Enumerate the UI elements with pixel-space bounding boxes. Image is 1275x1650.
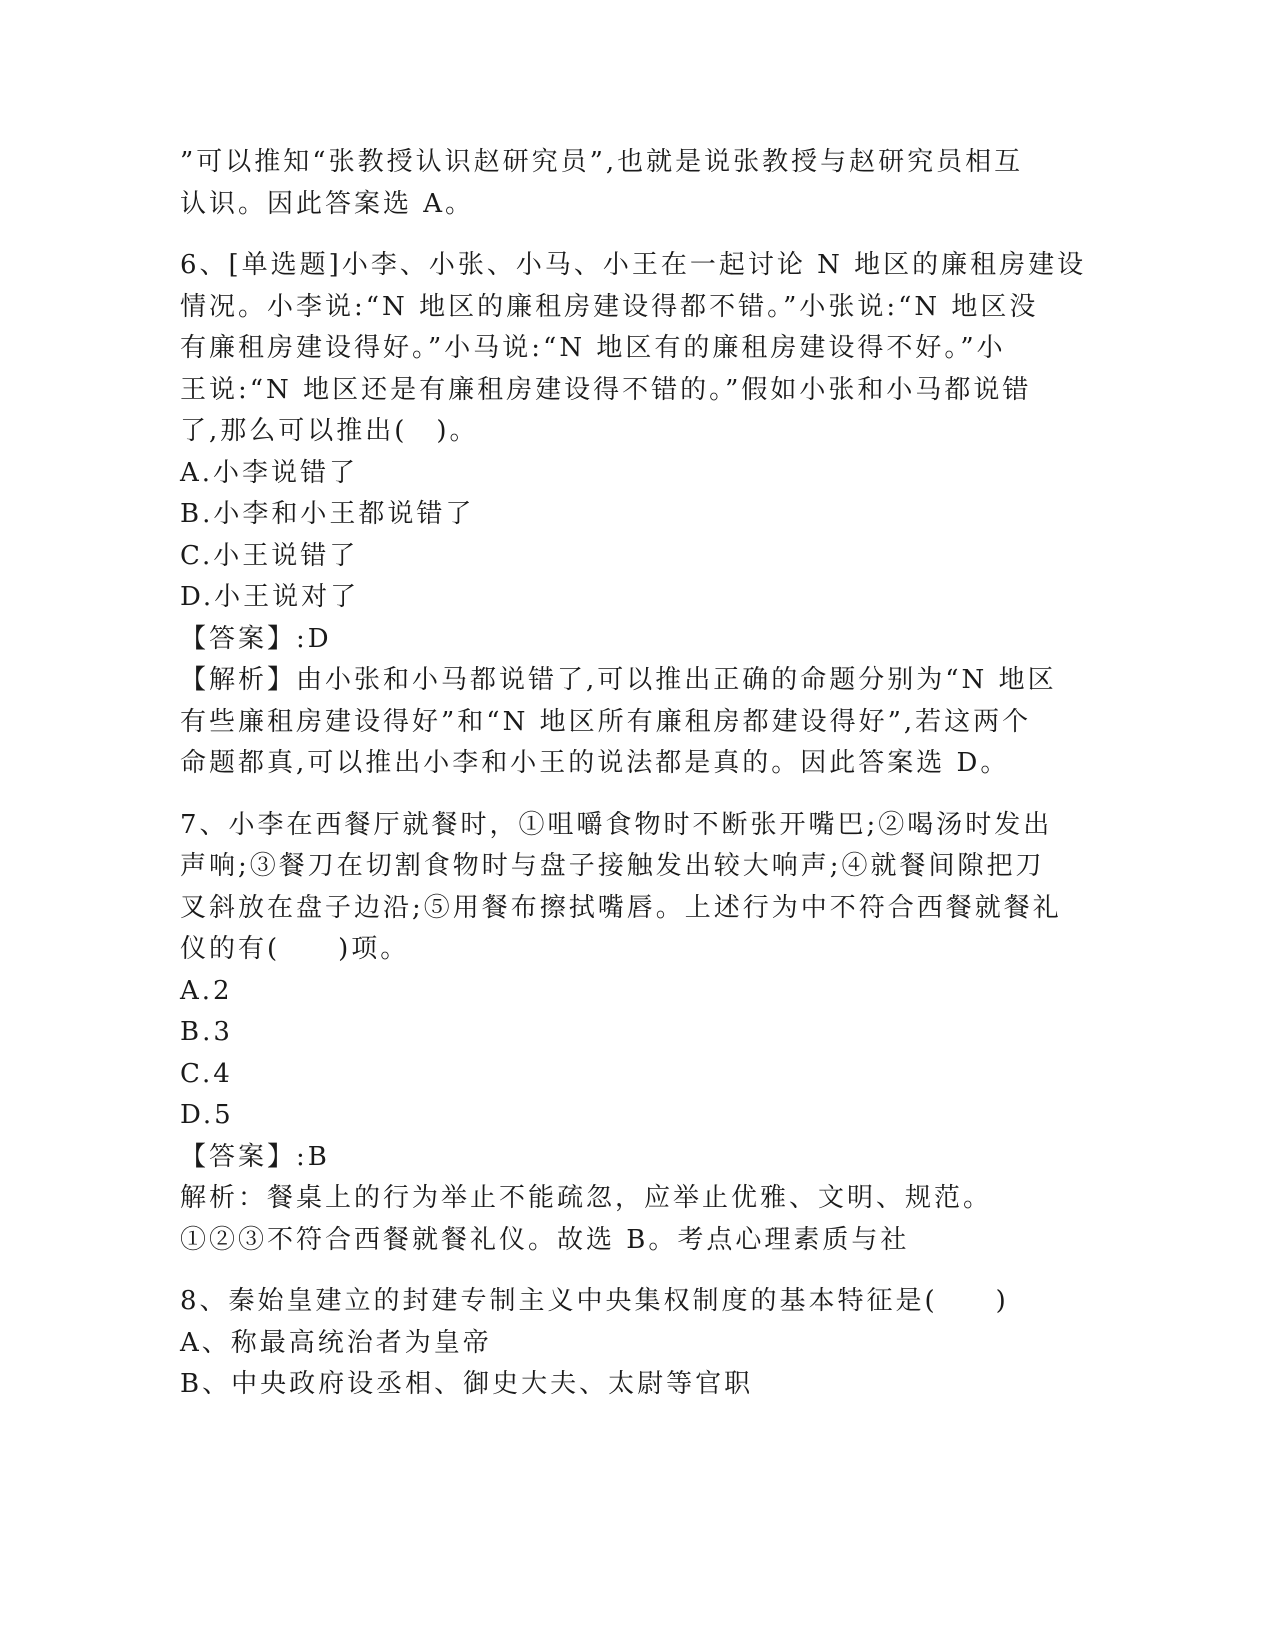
question-7-option-c: C.4	[180, 1058, 233, 1089]
question-7-stem-line-1: 7、小李在西餐厅就餐时，①咀嚼食物时不断张开嘴巴;②喝汤时发出	[180, 809, 1053, 840]
question-6-stem-line-3: 有廉租房建设得好。”小马说:“N 地区有的廉租房建设得不好。”小	[180, 333, 1006, 363]
question-6-analysis-line-2: 有些廉租房建设得好”和“N 地区所有廉租房都建设得好”,若这两个	[180, 706, 1032, 737]
question-7-analysis-line-2: ①②③不符合西餐就餐礼仪。故选 B。考点心理素质与社	[180, 1224, 910, 1255]
answer-explanation-continued-line-2: 认识。因此答案选 A。	[180, 188, 475, 219]
question-7-stem-line-4: 仪的有( )项。	[180, 934, 410, 964]
question-6-option-a: A.小李说错了	[180, 457, 359, 488]
question-6-stem-line-4: 王说:“N 地区还是有廉租房建设得不错的。”假如小张和小马都说错	[180, 374, 1032, 405]
question-6-analysis-line-3: 命题都真,可以推出小李和小王的说法都是真的。因此答案选 D。	[180, 748, 1010, 778]
question-6-stem-line-1: 6、[单选题]小李、小张、小马、小王在一起讨论 N 地区的廉租房建设	[180, 250, 1087, 280]
question-6-stem-line-2: 情况。小李说:“N 地区的廉租房建设得都不错。”小张说:“N 地区没	[180, 291, 1039, 322]
question-8-option-a: A、称最高统治者为皇帝	[180, 1327, 492, 1358]
question-8-option-b: B、中央政府设丞相、御史大夫、太尉等官职	[180, 1369, 754, 1399]
question-6-option-c: C.小王说错了	[180, 540, 359, 571]
question-7-answer: 【答案】:B	[180, 1141, 330, 1172]
question-text-block	[180, 142, 1087, 1406]
question-7-option-a: A.2	[180, 975, 233, 1006]
question-6-option-b: B.小李和小王都说错了	[180, 499, 475, 529]
question-7-option-b: B.3	[180, 1017, 233, 1047]
question-7-stem-line-3: 叉斜放在盘子边沿;⑤用餐布擦拭嘴唇。上述行为中不符合西餐就餐礼	[180, 892, 1062, 923]
question-6-stem-line-5: 了,那么可以推出( )。	[180, 416, 479, 446]
question-7-analysis-line-1: 解析：餐桌上的行为举止不能疏忽，应举止优雅、文明、规范。	[180, 1183, 993, 1213]
question-6-analysis-line-1: 【解析】由小张和小马都说错了,可以推出正确的命题分别为“N 地区	[180, 665, 1057, 695]
question-6-option-d: D.小王说对了	[180, 582, 360, 612]
question-6-answer: 【答案】:D	[180, 623, 332, 654]
question-8-stem: 8、秦始皇建立的封建专制主义中央集权制度的基本特征是( )	[180, 1286, 1009, 1316]
question-7-option-d: D.5	[180, 1100, 234, 1130]
question-7-stem-line-2: 声响;③餐刀在切割食物时与盘子接触发出较大响声;④就餐间隙把刀	[180, 851, 1045, 881]
answer-explanation-continued-line-1: ”可以推知“张教授认识赵研究员”,也就是说张教授与赵研究员相互	[180, 147, 1024, 177]
